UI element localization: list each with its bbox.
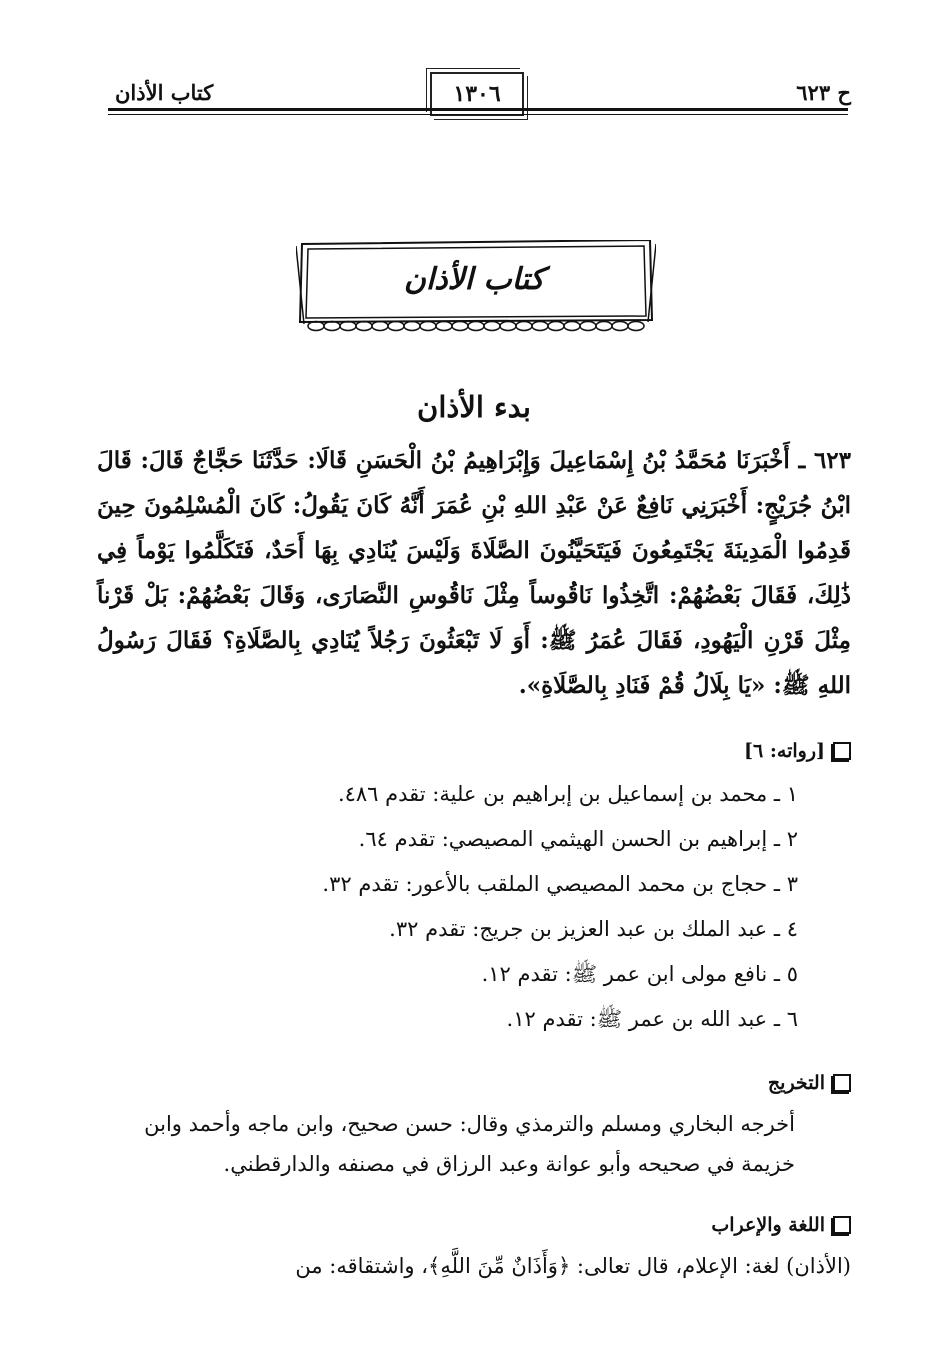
list-item: ٣ ـ حجاج بن محمد المصيصي الملقب بالأعور: تقدم ٣٢. [322, 872, 798, 896]
takhrij-heading-label: التخريج [767, 1072, 825, 1094]
narrators-list [322, 772, 798, 1042]
checkbox-square-icon [833, 1074, 851, 1092]
narrators-heading-label: [رواته: ٦] [744, 740, 825, 762]
hadith-text [97, 438, 851, 708]
hadith-body: ٦٢٣ ـ أَخْبَرَنَا مُحَمَّدُ بْنُ إِسْمَاعِيلَ وَإِبْرَاهِيمُ بْنُ الْحَسَنِ قَالَا: حَدَّثَنَا حَجَّاجٌ قَالَ: قَالَ ابْنُ جُرَيْجٍ: أَخْبَرَنِي نَافِعٌ عَنْ عَبْدِ اللهِ بْنِ عُمَرَ أَنَّهُ كَانَ يَقُولُ: كَانَ الْمُسْلِمُونَ حِينَ قَدِمُوا الْمَدِينَةَ يَجْتَمِعُونَ فَيَتَحَيَّنُونَ الصَّلَاةَ وَلَيْسَ يُنَادِي بِهَا أَحَدٌ، فَتَكَلَّمُوا يَوْماً فِي ذَٰلِكَ، فَقَالَ بَعْضُهُمْ: اتَّخِذُوا نَاقُوساً مِثْلَ نَاقُوسِ النَّصَارَى، وَقَالَ بَعْضُهُمْ: بَلْ قَرْناً مِثْلَ قَرْنِ الْيَهُودِ، فَقَالَ عُمَرُ ﷺ: أَوَ لَا تَبْعَثُونَ رَجُلاً يُنَادِي بِالصَّلَاةِ؟ فَقَالَ رَسُولُ اللهِ ﷺ: «يَا بِلَالُ قُمْ فَنَادِ بِالصَّلَاةِ». [97, 447, 851, 699]
header-rule [108, 108, 848, 111]
section-title: بدء الأذان [417, 390, 531, 424]
list-item: ٦ ـ عبد الله بن عمر ﷺ: تقدم ١٢. [506, 1007, 798, 1031]
list-item: ٢ ـ إبراهيم بن الحسن الهيثمي المصيصي: تقدم ٦٤. [358, 827, 798, 851]
checkbox-square-icon [833, 742, 851, 760]
list-item: ٤ ـ عبد الملك بن عبد العزيز بن جريج: تقدم ٣٢. [389, 917, 798, 941]
language-heading [711, 1214, 851, 1236]
checkbox-square-icon [833, 1216, 851, 1234]
language-heading-label: اللغة والإعراب [711, 1214, 825, 1236]
takhrij-heading [768, 1072, 851, 1094]
book-title: كتاب الأذان [403, 262, 545, 297]
header-hadith-ref: ح ٦٢٣ [796, 80, 851, 105]
header-book-title: كتاب الأذان [115, 80, 214, 105]
list-item: ١ ـ محمد بن إسماعيل بن إبراهيم بن علية: تقدم ٤٨٦. [337, 782, 798, 806]
header-page-number: ١٣٠٦ [430, 72, 524, 116]
takhrij-text: أخرجه البخاري ومسلم والترمذي وقال: حسن صحيح، وابن ماجه وأحمد وابن خزيمة في صحيحه وأبو عوانة وعبد الرزاق في مصنفه والدارقطني. [144, 1112, 795, 1176]
language-text: (الأذان) لغة: الإعلام، قال تعالى: ﴿وَأَذَانٌ مِّنَ اللَّهِ﴾، واشتقاقه: من [295, 1254, 851, 1278]
header-rule-thin [108, 114, 848, 115]
narrators-heading [744, 740, 851, 762]
list-item: ٥ ـ نافع مولى ابن عمر ﷺ: تقدم ١٢. [481, 962, 798, 986]
